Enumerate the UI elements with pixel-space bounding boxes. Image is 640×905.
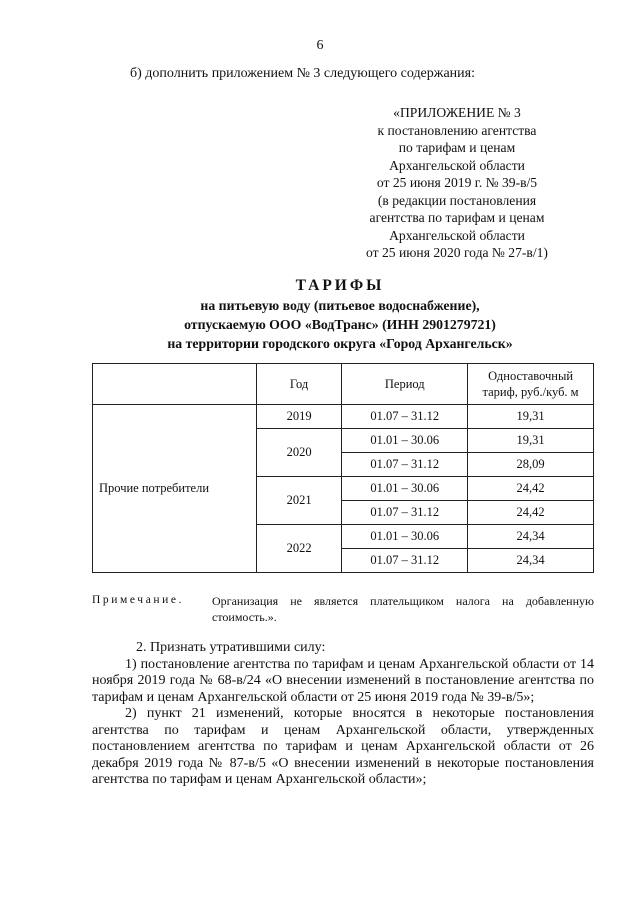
- period-cell: 01.07 – 31.12: [342, 501, 468, 525]
- tariff-cell: 24,34: [468, 549, 594, 573]
- period-cell: 01.01 – 30.06: [342, 477, 468, 501]
- appendix-line: агентства по тарифам и ценам: [369, 210, 545, 225]
- header-period: Период: [342, 364, 468, 405]
- appendix-header: [340, 104, 574, 262]
- table-header-row: [93, 364, 594, 405]
- page-number: 6: [316, 38, 324, 53]
- header-year: Год: [256, 364, 342, 405]
- title-line-1: на питьевую воду (питьевое водоснабжение),: [200, 298, 480, 313]
- appendix-line: «ПРИЛОЖЕНИЕ № 3: [393, 105, 521, 120]
- header-tariff-line-2: тариф, руб./куб. м: [482, 385, 579, 399]
- note-label: Примечание.: [92, 594, 185, 606]
- appendix-line: по тарифам и ценам: [398, 140, 516, 155]
- header-consumer: [93, 364, 257, 405]
- appendix-line: от 25 июня 2020 года № 27-в/1): [366, 245, 548, 260]
- consumer-cell: Прочие потребители: [93, 405, 257, 573]
- title-main: ТАРИФЫ: [295, 277, 385, 294]
- document-title: [80, 276, 600, 353]
- tariff-cell: 19,31: [468, 405, 594, 429]
- paragraph-repeal-heading: 2. Признать утратившими силу:: [136, 640, 326, 655]
- appendix-line: Архангельской области: [389, 227, 525, 243]
- tariff-cell: 24,34: [468, 525, 594, 549]
- year-cell: 2022: [256, 525, 342, 573]
- tariff-cell: 24,42: [468, 477, 594, 501]
- appendix-line: Архангельской области: [389, 157, 525, 173]
- title-line-2: отпускаемую ООО «ВодТранс» (ИНН 2901279721): [184, 317, 496, 332]
- appendix-line: (в редакции постановления: [377, 192, 537, 208]
- period-cell: 01.01 – 30.06: [342, 429, 468, 453]
- header-tariff: [468, 364, 594, 405]
- note-text: Организация не является плательщиком налога на добавленную стоимость.».: [212, 594, 594, 624]
- table-row: [93, 405, 594, 429]
- period-cell: 01.01 – 30.06: [342, 525, 468, 549]
- paragraph-item-2: 2) пункт 21 изменений, которые вносятся в некоторые постановления агентства по тарифам и ценам Архангельской области, утвержденных постановлением агентства по тарифам и ценам Архангельской области от 26 декабря 2019 года № 87-в/5 «О внесении изменений в некоторые постановления агентства по тарифам и ценам Архангельской области»;: [92, 706, 594, 787]
- year-cell: 2021: [256, 477, 342, 525]
- appendix-line: от 25 июня 2019 г. № 39-в/5: [376, 175, 538, 190]
- year-cell: 2019: [256, 405, 342, 429]
- appendix-line: к постановлению агентства: [377, 122, 537, 138]
- period-cell: 01.07 – 31.12: [342, 405, 468, 429]
- tariff-cell: 24,42: [468, 501, 594, 525]
- body-text: [92, 640, 594, 789]
- title-line-3: на территории городского округа «Город Архангельск»: [167, 336, 513, 351]
- period-cell: 01.07 – 31.12: [342, 453, 468, 477]
- tariff-cell: 19,31: [468, 429, 594, 453]
- header-tariff-line-1: Одноставочный: [488, 369, 574, 383]
- year-cell: 2020: [256, 429, 342, 477]
- period-cell: 01.07 – 31.12: [342, 549, 468, 573]
- tariff-cell: 28,09: [468, 453, 594, 477]
- intro-line: б) дополнить приложением № 3 следующего содержания:: [130, 66, 475, 81]
- paragraph-item-1: 1) постановление агентства по тарифам и ценам Архангельской области от 14 ноября 2019 года № 68-в/24 «О внесении изменений в постановление агентства по тарифам и ценам Архангельской области от 25 июня 2019 года № 39-в/5»;: [92, 656, 594, 705]
- tariffs-table: [92, 363, 594, 573]
